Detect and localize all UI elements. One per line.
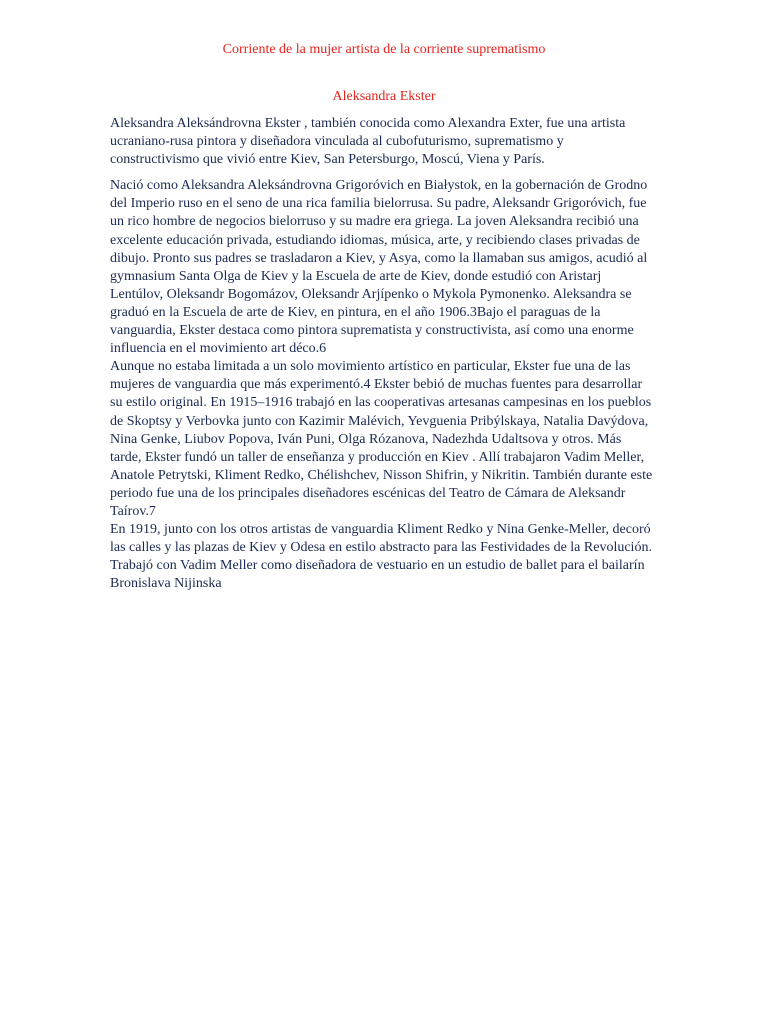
document-body xyxy=(110,115,655,593)
document-title: Corriente de la mujer artista de la corriente suprematismo xyxy=(222,42,546,57)
paragraph-1919: En 1919, junto con los otros artistas de vanguardia Kliment Redko y Nina Genke-Meller, decoró las calles y las plazas de Kiev y Odesa en estilo abstracto para las Festividades de la Revolución. Trabajó con Vadim Meller como diseñadora de vestuario en un estudio de ballet para el bailarín Bronislava Nijinska xyxy=(110,522,652,592)
paragraph-intro: Aleksandra Aleksándrovna Ekster , también conocida como Alexandra Exter, fue una artista ucraniano-rusa pintora y diseñadora vinculada al cubofuturismo, suprematismo y constructivismo que vivió entre Kiev, San Petersburgo, Moscú, Viena y París. xyxy=(110,116,626,168)
document-subtitle: Aleksandra Ekster xyxy=(332,89,436,104)
paragraph-early-life: Nació como Aleksandra Aleksándrovna Grigoróvich en Białystok, en la gobernación de Grodno del Imperio ruso en el seno de una rica familia bielorrusa. Su padre, Aleksandr Grigoróvich, fue un rico hombre de negocios bielorruso y su madre era griega. La joven Aleksandra recibió una excelente educación privada, estudiando idiomas, música, arte, y recibiendo clases privadas de dibujo. Pronto sus padres se trasladaron a Kiev, y Asya, como la llamaban sus amigos, acudió al gymnasium Santa Olga de Kiev y la Escuela de arte de Kiev, donde estudió con Aristarj Lentúlov, Oleksandr Bogomázov, Oleksandr Arjípenko o Mykola Pymonenko. Aleksandra se graduó en la Escuela de arte de Kiev, en pintura, en el año 1906.3Bajo el paraguas de la vanguardia, Ekster destaca como pintora suprematista y constructivista, así como una enorme influencia en el movimiento art déco.6 xyxy=(110,178,648,357)
paragraph-avant-garde: Aunque no estaba limitada a un solo movimiento artístico en particular, Ekster fue una de las mujeres de vanguardia que más experimentó.4 Ekster bebió de muchas fuentes para desarrollar su estilo original. En 1915–1916 trabajó en las cooperativas artesanas campesinas en los pueblos de Skoptsy y Verbovka junto con Kazimir Malévich, Yevguenia Pribýlskaya, Natalia Davýdova, Nina Genke, Liubov Popova, Iván Puni, Olga Rózanova, Nadezhda Udaltsova y otros. Más tarde, Ekster fundó un taller de enseñanza y producción en Kiev . Allí trabajaron Vadim Meller, Anatole Petrytski, Kliment Redko, Chélishchev, Nisson Shifrin, y Nikritin. También durante este periodo fue una de los principales diseñadores escénicas del Teatro de Cámara de Aleksandr Taírov.7 xyxy=(110,359,653,519)
